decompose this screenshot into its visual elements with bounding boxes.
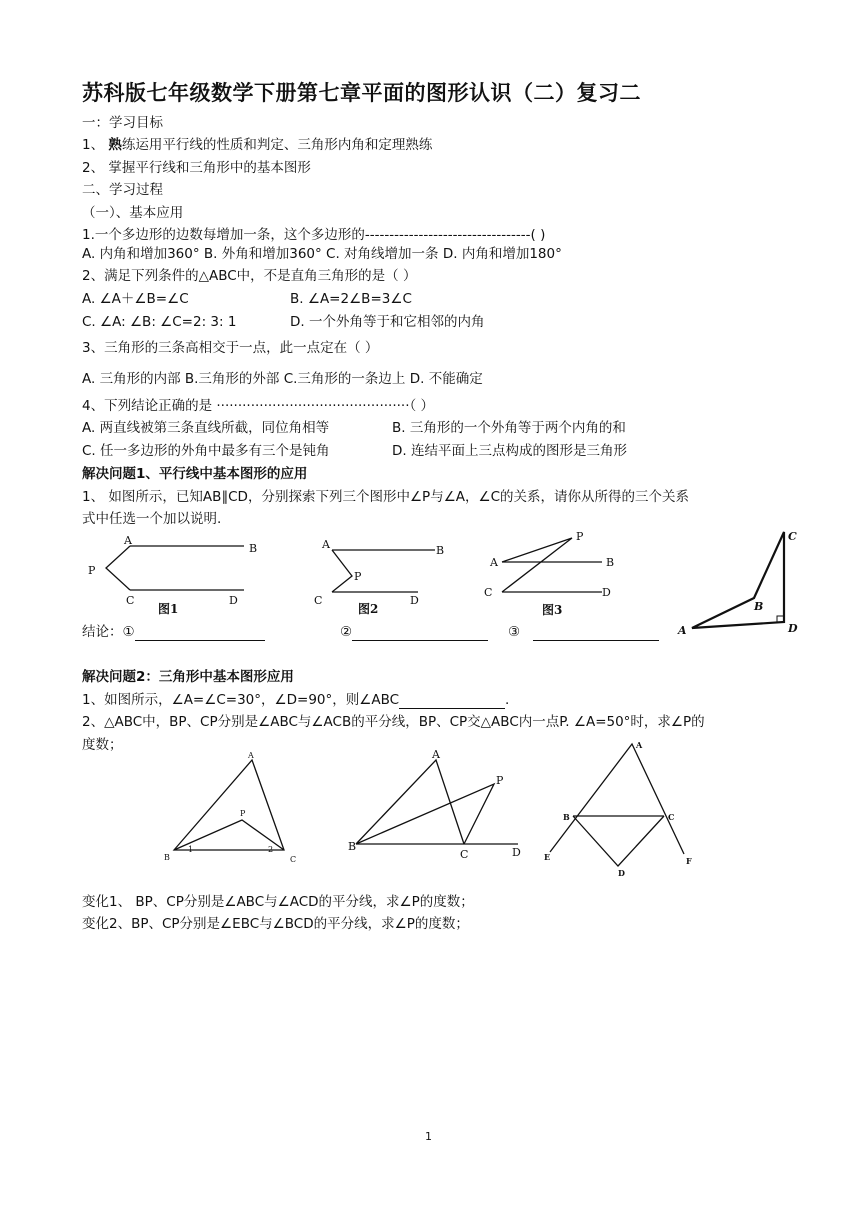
- fig1-caption: 图1: [158, 602, 179, 616]
- goal-1: [82, 136, 432, 154]
- question-3-options: A. 三角形的内部 B.三角形的外部 C.三角形的一条边上 D. 不能确定: [82, 371, 483, 387]
- fig6-label-d: D: [512, 846, 521, 859]
- section-process-heading: 二、学习过程: [82, 182, 163, 198]
- fig3-angle-p: [502, 538, 572, 592]
- conclusion-2: [340, 623, 488, 641]
- problem-2-question-1: [82, 691, 509, 709]
- fig3-label-p: P: [576, 530, 584, 543]
- conclusion-row: [82, 623, 265, 641]
- fig2-label-d: D: [410, 594, 419, 607]
- conclusion-3-label: ③: [508, 624, 521, 640]
- problem-2-question-1-end: .: [505, 692, 510, 708]
- figure-5-diagram: [156, 746, 306, 868]
- figure-3-diagram: [480, 528, 630, 618]
- fig1-label-b: B: [249, 542, 258, 555]
- question-2-option-b: B. ∠A=2∠B=3∠C: [290, 291, 412, 307]
- problem-1-heading: 解决问题1、平行线中基本图形的应用: [82, 466, 308, 482]
- fig2-label-b: B: [436, 544, 445, 557]
- fig2-caption: 图2: [358, 602, 379, 616]
- fig2-label-c: C: [314, 594, 323, 607]
- fig2-label-a: A: [322, 538, 330, 551]
- variation-2: 变化2、BP、CP分别是∠EBC与∠BCD的平分线，求∠P的度数；: [82, 916, 469, 932]
- question-1: 1.一个多边形的边数每增加一条，这个多边形的----------------------------------( ): [82, 227, 546, 243]
- problem-2-question-2-line1: 2、△ABC中，BP、CP分别是∠ABC与∠ACB的平分线，BP、CP交△ABC内一点P. ∠A=50°时，求∠P的: [82, 714, 705, 730]
- problem-2-question-2-line2: 度数；: [82, 737, 123, 753]
- conclusion-label: 结论：①: [82, 624, 135, 640]
- problem-1-question-line2: 式中任选一个加以说明.: [82, 511, 222, 527]
- fig1-label-a: A: [124, 534, 132, 547]
- fig4-label-b: B: [754, 600, 764, 613]
- fig4-shape: [692, 532, 784, 628]
- fig5-label-p: P: [240, 809, 246, 818]
- page-number: 1: [425, 1130, 432, 1143]
- section-goals-heading: 一：学习目标: [82, 115, 163, 131]
- figure-6-diagram: [344, 746, 534, 868]
- fig6-label-c: C: [460, 848, 469, 861]
- conclusion-blank-2[interactable]: [352, 626, 488, 641]
- fig2-angle-p: [332, 550, 352, 592]
- question-3: 3、三角形的三条高相交于一点，此一点定在（ ）: [82, 340, 379, 356]
- figure-2-diagram: [310, 534, 460, 618]
- goal-1-number: 1、: [82, 137, 105, 153]
- fig2-label-p: P: [354, 570, 362, 583]
- figure-4-diagram: [674, 524, 804, 640]
- fig7-bisectors: [573, 816, 664, 866]
- goal-1-bold-char: 熟: [108, 137, 122, 153]
- fig5-angle-1: 1: [188, 845, 194, 854]
- fig3-caption: 图3: [542, 603, 563, 617]
- question-4-option-c: C. 任一多边形的外角中最多有三个是钝角: [82, 443, 330, 459]
- fig5-label-b: B: [164, 853, 170, 862]
- fig7-extended-sides: [550, 744, 684, 854]
- fig5-label-a: A: [248, 751, 254, 760]
- fig7-label-c: C: [668, 812, 675, 822]
- figure-1-diagram: [84, 534, 264, 618]
- problem-2-heading: 解决问题2：三角形中基本图形应用: [82, 669, 294, 685]
- question-1-options: A. 内角和增加360° B. 外角和增加360° C. 对角线增加一条 D. 内角和增加180°: [82, 246, 562, 262]
- fig5-label-c: C: [290, 855, 297, 864]
- fig4-label-a: A: [678, 624, 687, 637]
- question-4-option-d: D. 连结平面上三点构成的图形是三角形: [392, 443, 627, 459]
- figure-7-diagram: [536, 734, 706, 880]
- fig1-angle-p: [106, 546, 130, 590]
- fig7-label-b: B: [563, 812, 570, 822]
- fig3-label-a: A: [490, 556, 498, 569]
- fig6-label-a: A: [432, 748, 440, 761]
- subsection-basic-heading: （一）、基本应用: [82, 205, 184, 221]
- problem-2-answer-blank[interactable]: [399, 694, 505, 709]
- variation-1: 变化1、 BP、CP分别是∠ABC与∠ACD的平分线，求∠P的度数；: [82, 894, 474, 910]
- question-2-option-c: C. ∠A: ∠B: ∠C=2: 3: 1: [82, 314, 237, 330]
- fig7-label-f: F: [686, 856, 692, 866]
- fig7-label-d: D: [618, 868, 625, 878]
- fig3-label-b: B: [606, 556, 615, 569]
- fig6-triangle-sides: [356, 760, 464, 844]
- conclusion-blank-3[interactable]: [533, 626, 659, 641]
- conclusion-2-label: ②: [340, 624, 353, 640]
- question-4-option-b: B. 三角形的一个外角等于两个内角的和: [392, 420, 626, 436]
- goal-2: 2、 掌握平行线和三角形中的基本图形: [82, 160, 311, 176]
- fig1-label-p: P: [88, 564, 96, 577]
- fig6-bisectors: [356, 784, 494, 844]
- goal-1-text: 练运用平行线的性质和判定、三角形内角和定理熟练: [121, 137, 433, 153]
- fig7-label-e: E: [544, 852, 551, 862]
- fig3-label-d: D: [602, 586, 611, 599]
- page-title: 苏科版七年级数学下册第七章平面的图形认识（二）复习二: [82, 81, 641, 105]
- question-4: 4、下列结论正确的是 ·············································（ ）: [82, 398, 435, 414]
- question-2: 2、满足下列条件的△ABC中，不是直角三角形的是（ ）: [82, 268, 417, 284]
- problem-2-question-1-text: 1、如图所示，∠A=∠C=30°，∠D=90°，则∠ABC: [82, 692, 400, 708]
- question-2-option-a: A. ∠A＋∠B=∠C: [82, 291, 189, 307]
- conclusion-blank-1[interactable]: [135, 626, 265, 641]
- question-4-option-a: A. 两直线被第三条直线所截，同位角相等: [82, 420, 330, 436]
- fig5-triangle: [174, 760, 284, 850]
- fig5-angle-2: 2: [268, 845, 274, 854]
- fig7-label-a: A: [636, 740, 643, 750]
- conclusion-3: [508, 623, 659, 641]
- fig4-label-c: C: [788, 530, 797, 543]
- fig6-label-b: B: [348, 840, 357, 853]
- fig1-label-c: C: [126, 594, 135, 607]
- fig4-label-d: D: [788, 622, 798, 635]
- fig1-label-d: D: [229, 594, 238, 607]
- question-2-option-d: D. 一个外角等于和它相邻的内角: [290, 314, 485, 330]
- problem-1-question-line1: 1、 如图所示，已知AB∥CD，分别探索下列三个图形中∠P与∠A，∠C的关系，请你从所得的三个关系: [82, 489, 690, 505]
- fig6-label-p: P: [496, 774, 504, 787]
- fig3-label-c: C: [484, 586, 493, 599]
